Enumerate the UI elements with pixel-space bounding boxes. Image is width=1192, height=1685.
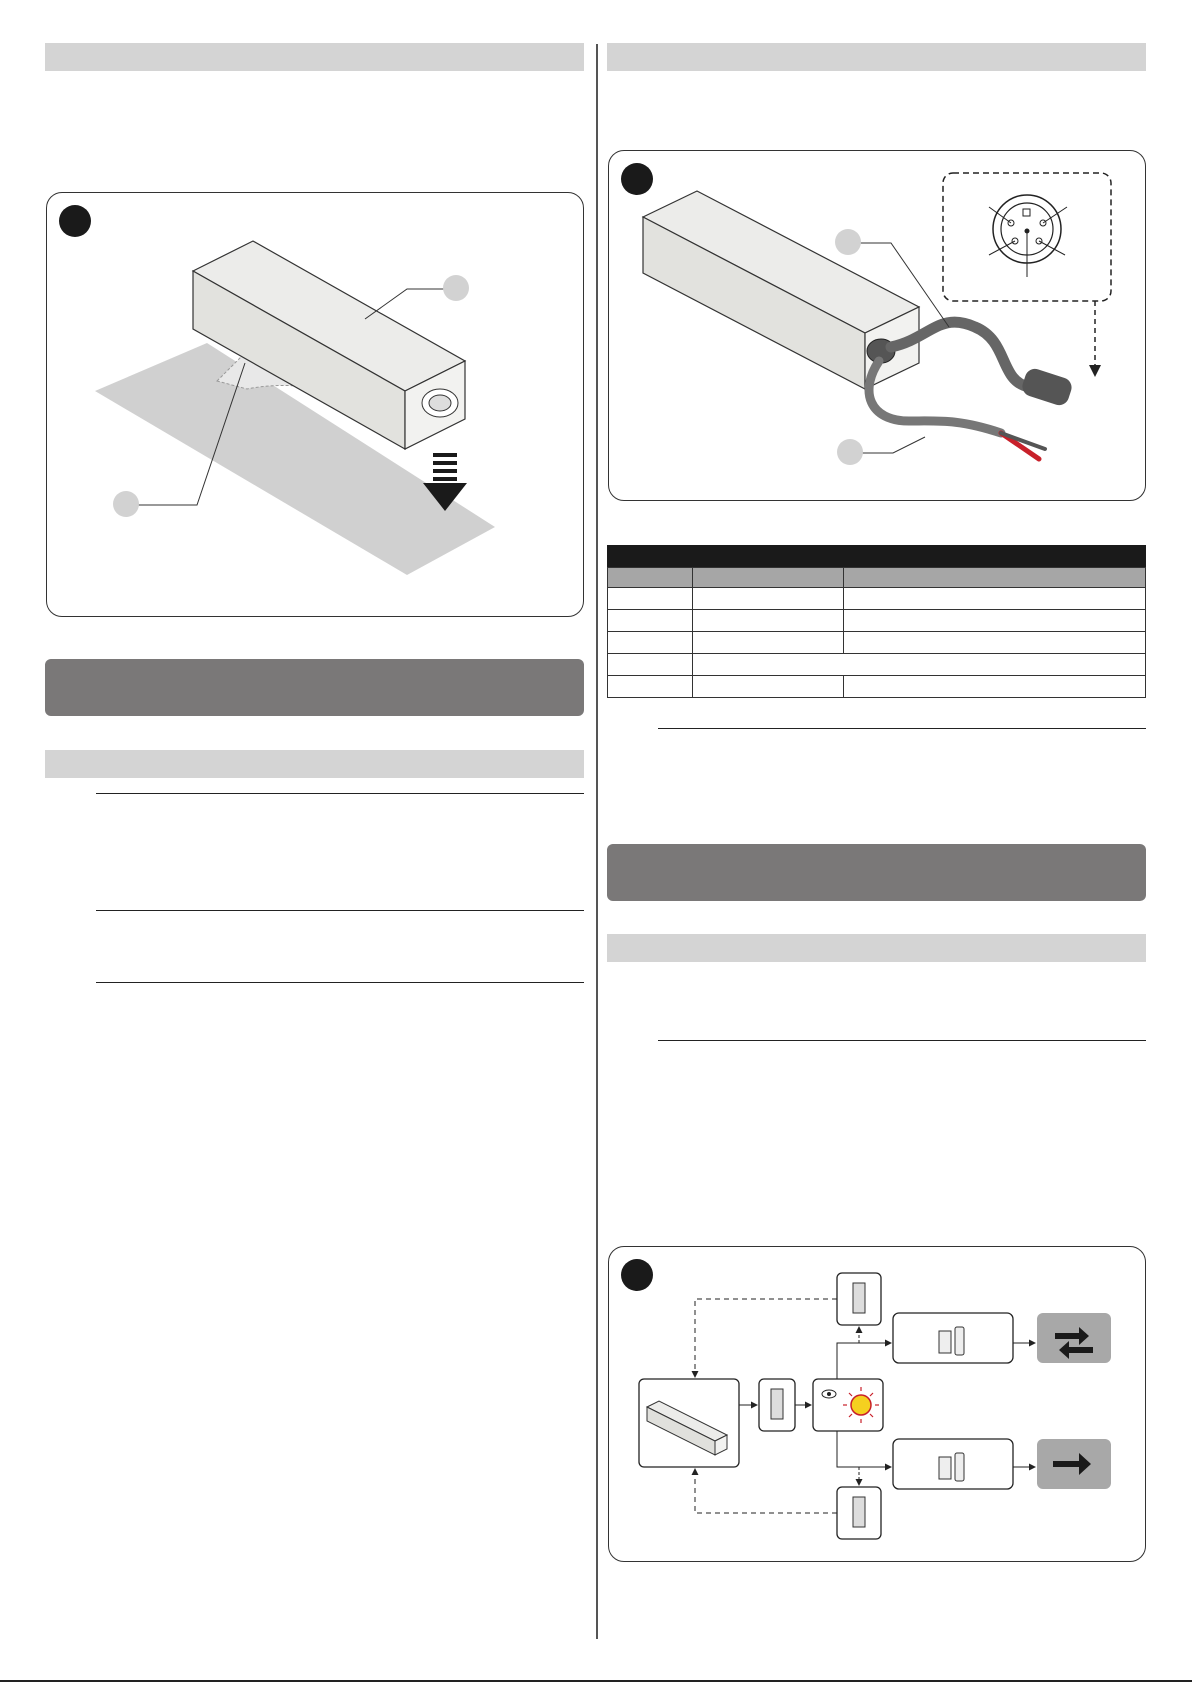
- table-cell: [608, 654, 693, 676]
- table-cell: [608, 676, 693, 698]
- cable-connection-illustration: [609, 151, 1145, 500]
- column-header: [608, 568, 693, 588]
- table-cell: [608, 610, 693, 632]
- table-cell: [693, 654, 1146, 676]
- table-cell: [693, 676, 844, 698]
- note-rule: [96, 910, 584, 911]
- pin-table: [607, 545, 1146, 698]
- section-header-bar: [607, 43, 1146, 71]
- callout-adhesive: [113, 491, 139, 517]
- table-cell: [844, 588, 1146, 610]
- callout-box: [443, 275, 469, 301]
- table-row: [608, 654, 1146, 676]
- figure-3-frame: [608, 1246, 1146, 1562]
- table-cell: [844, 676, 1146, 698]
- table-cell: [693, 588, 844, 610]
- callout-power-cable: [837, 439, 863, 465]
- column-divider: [596, 44, 598, 1639]
- table-row: [608, 588, 1146, 610]
- note-rule: [658, 728, 1146, 729]
- table-cell: [693, 632, 844, 654]
- chapter-header-bar: [607, 844, 1146, 901]
- note-rule: [96, 793, 584, 794]
- callout-sensor-cable: [835, 229, 861, 255]
- table-cell: [693, 610, 844, 632]
- note-rule: [96, 982, 584, 983]
- figure-1-frame: [46, 192, 584, 617]
- table-cell: [608, 632, 693, 654]
- footer-rule: [0, 1680, 1192, 1682]
- table-header-row: [608, 568, 1146, 588]
- figure-2-frame: [608, 150, 1146, 501]
- pin-table-title: [607, 545, 1146, 567]
- section-header-bar: [45, 43, 584, 71]
- table-cell: [608, 588, 693, 610]
- chapter-header-bar: [45, 659, 584, 716]
- table-cell: [844, 632, 1146, 654]
- adhesive-mounting-illustration: [47, 193, 583, 616]
- table-row: [608, 676, 1146, 698]
- table-row: [608, 632, 1146, 654]
- pairing-flow-diagram: [609, 1247, 1145, 1561]
- section-header-bar: [607, 934, 1146, 962]
- section-header-bar: [45, 750, 584, 778]
- note-rule: [658, 1040, 1146, 1041]
- page-number: [580, 1658, 620, 1676]
- column-header: [693, 568, 844, 588]
- table-row: [608, 610, 1146, 632]
- column-header: [844, 568, 1146, 588]
- table-cell: [844, 610, 1146, 632]
